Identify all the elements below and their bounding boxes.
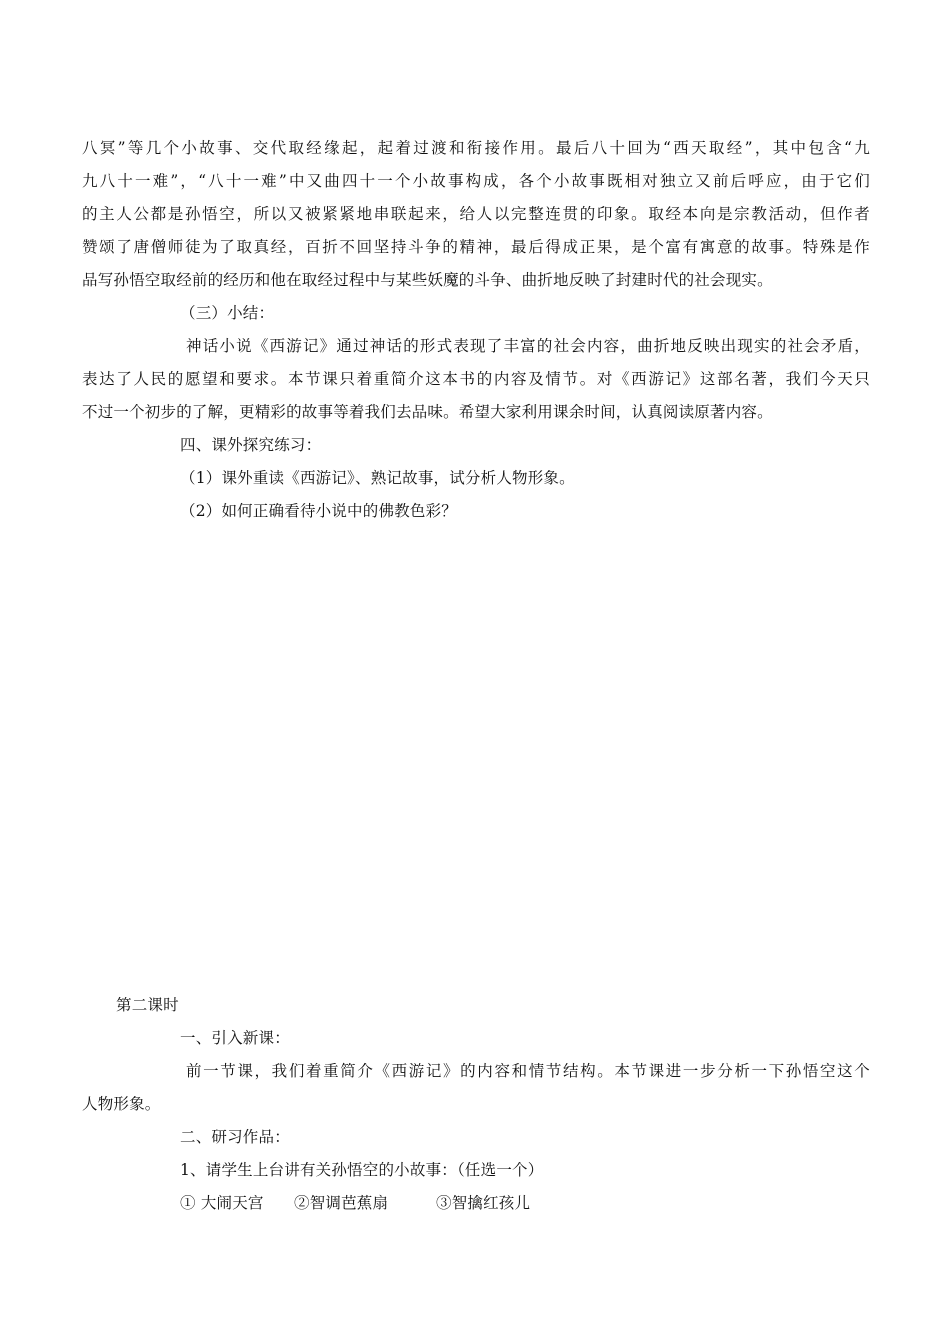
intro-text-line: 人物形象。 <box>82 1095 161 1113</box>
story-option: ① 大闹天宫 <box>180 1194 264 1212</box>
study-heading: 二、研习作品： <box>180 1128 290 1146</box>
body-text-line: 赞颂了唐僧师徒为了取真经，百折不回坚持斗争的精神，最后得成正果，是个富有寓意的故事。特殊是作 <box>82 238 870 256</box>
summary-text-line: 神话小说《西游记》通过神话的形式表现了丰富的社会内容，曲折地反映出现实的社会矛盾， <box>186 337 870 355</box>
intro-heading: 一、引入新课： <box>180 1029 290 1047</box>
story-option: ③智擒红孩儿 <box>436 1194 531 1212</box>
body-text-line: 品写孙悟空取经前的经历和他在取经过程中与某些妖魔的斗争、曲折地反映了封建时代的社会现实。 <box>82 271 773 289</box>
body-text-line: 的主人公都是孙悟空，所以又被紧紧地串联起来，给人以完整连贯的印象。取经本向是宗教活动，但作者 <box>82 205 870 223</box>
exercise-heading: 四、课外探究练习： <box>180 436 322 454</box>
intro-text-line: 前一节课，我们着重简介《西游记》的内容和情节结构。本节课进一步分析一下孙悟空这个 <box>186 1062 870 1080</box>
story-option: ②智调芭蕉扇 <box>294 1194 389 1212</box>
lesson-title: 第二课时 <box>116 996 179 1014</box>
exercise-item: （1）课外重读《西游记》、熟记故事，试分析人物形象。 <box>180 469 575 487</box>
summary-text-line: 表达了人民的愿望和要求。本节课只着重简介这本书的内容及情节。对《西游记》这部名著，我们今天只 <box>82 370 870 388</box>
body-text-line: 九八十一难”，“八十一难”中又曲四十一个小故事构成，各个小故事既相对独立又前后呼应，由于它们 <box>82 172 870 190</box>
exercise-item: （2）如何正确看待小说中的佛教色彩？ <box>180 502 457 520</box>
body-text-line: 八冥”等几个小故事、交代取经缘起，起着过渡和衔接作用。最后八十回为“西天取经”，其中包含“九 <box>82 139 870 157</box>
summary-text-line: 不过一个初步的了解，更精彩的故事等着我们去品味。希望大家利用课余时间，认真阅读原著内容。 <box>82 403 773 421</box>
task-text: 1、请学生上台讲有关孙悟空的小故事：（任选一个） <box>180 1161 544 1179</box>
summary-heading: （三）小结： <box>180 304 275 322</box>
